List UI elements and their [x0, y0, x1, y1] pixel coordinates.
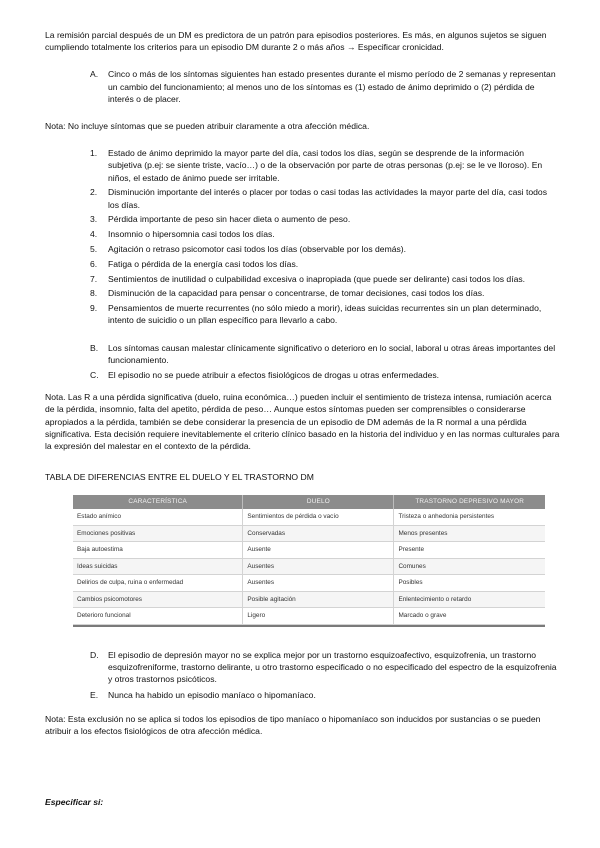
- symptom-text: Agitación o retraso psicomotor casi todos los días (observable por los demás).: [108, 244, 407, 255]
- table-row: [73, 591, 545, 608]
- symptom-number: 4.: [90, 229, 98, 240]
- symptom-text: Disminución importante del interés o placer por todas o casi todas las actividades la mayor parte del día, casi todos los días.: [108, 187, 547, 210]
- table-bottom-rule: [73, 625, 545, 627]
- symptom-item: [90, 273, 560, 285]
- criterion-a-text: Cinco o más de los síntomas siguientes han estado presentes durante el mismo período de 2 semanas y representan un cambio del funcionamiento; al menos uno de los síntomas es (1) estado de ánimo deprimido o (2) pérdida de interés o de placer.: [108, 69, 556, 104]
- table-header-row: [73, 495, 545, 509]
- header-duelo: DUELO: [243, 495, 394, 509]
- symptom-number: 5.: [90, 244, 98, 255]
- table-cell: Posibles: [394, 575, 545, 592]
- table-cell: Menos presentes: [394, 525, 545, 542]
- table-cell: Delirios de culpa, ruina o enfermedad: [73, 575, 243, 592]
- symptom-item: [90, 228, 560, 240]
- criteria-d-e: [45, 649, 560, 701]
- symptom-item: [90, 258, 560, 270]
- table-cell: Enlentecimiento o retardo: [394, 591, 545, 608]
- symptom-text: Pensamientos de muerte recurrentes (no sólo miedo a morir), ideas suicidas recurrentes sin un plan determinado, intento de suicidio o un pllan específico para llevarlo a cabo.: [108, 303, 542, 326]
- table-cell: Presente: [394, 542, 545, 559]
- criterion-c-label: C.: [90, 370, 99, 381]
- note-medical-condition: Nota: No incluye síntomas que se pueden atribuir claramente a otra afección médica.: [45, 121, 370, 132]
- symptom-item: [90, 186, 560, 210]
- symptom-item: [90, 302, 560, 326]
- symptom-number: 9.: [90, 303, 98, 314]
- criterion-a-label: A.: [90, 69, 99, 80]
- symptom-text: Estado de ánimo deprimido la mayor parte del día, casi todos los días, según se desprende de la información subjetiva (p.ej: se siente triste, vacío…) o de la observación por parte de otras personas (p.ej: se le ve lloroso). En niños, el estado de ánimo puede ser irritable.: [108, 148, 543, 183]
- differences-table-wrapper: [73, 495, 545, 627]
- symptom-item: [90, 213, 560, 225]
- criterion-b-text: Los síntomas causan malestar clínicamente significativo o deterioro en lo social, laboral u otras áreas importantes del funcionamiento.: [108, 342, 556, 365]
- symptom-text: Fatiga o pérdida de la energía casi todos los días.: [108, 258, 299, 269]
- criterion-b: [90, 342, 560, 366]
- symptom-item: [90, 243, 560, 255]
- header-tdm: TRASTORNO DEPRESIVO MAYOR: [394, 495, 545, 509]
- symptom-text: Pérdida importante de peso sin hacer dieta o aumento de peso.: [108, 214, 351, 225]
- table-cell: Ausentes: [243, 575, 394, 592]
- table-cell: Ausentes: [243, 558, 394, 575]
- symptom-number: 7.: [90, 273, 98, 284]
- symptom-list: [45, 147, 560, 326]
- criterion-c: [90, 369, 560, 381]
- criterion-e: [90, 689, 560, 701]
- criterion-d: [90, 649, 560, 686]
- note-grief: Nota. Las R a una pérdida significativa (duelo, ruina económica…) pueden incluir el sentimiento de tristeza intensa, rumiación acerca de la pérdida, insomnio, falta del apetito, pérdida de peso… Aunque estos síntomas pueden ser comprensibles o considerarse apropiados a la pérdida, también se debe considerar la presencia de un episodio de DM además de la R normal a una pérdida significativa. Esta decisión requiere inevitablemente el criterio clínico basado en la historia del individuo y en las normas culturales para la expresión del malestar en el contexto de la pérdida.: [45, 392, 560, 452]
- table-cell: Ausente: [243, 542, 394, 559]
- table-cell: Conservadas: [243, 525, 394, 542]
- table-cell: Cambios psicomotores: [73, 591, 243, 608]
- symptom-text: Insomnio o hipersomnia casi todos los días.: [108, 229, 275, 240]
- table-cell: Emociones positivas: [73, 525, 243, 542]
- criterion-a: [90, 68, 560, 105]
- symptom-number: 1.: [90, 148, 98, 159]
- table-title: TABLA DE DIFERENCIAS ENTRE EL DUELO Y EL TRASTORNO DM: [45, 472, 314, 483]
- table-row: [73, 558, 545, 575]
- document-page: [45, 29, 560, 737]
- table-row: [73, 525, 545, 542]
- symptom-item: [90, 287, 560, 299]
- criterion-d-text: El episodio de depresión mayor no se explica mejor por un trastorno esquizoafectivo, esquizofrenia, un trastorno esquizofreniforme, trastorno delirante, u otro trastorno especificado o no especificado del espectro de la esquizofrenia y otros trastornos psicóticos.: [108, 649, 557, 685]
- criterion-c-text: El episodio no se puede atribuir a efectos fisiológicos de drogas u otras enfermedades.: [108, 370, 440, 381]
- note-exclusion: Nota: Esta exclusión no se aplica si todos los episodios de tipo maníaco o hipomaníaco son inducidos por sustancias o se pueden atribuir a los efectos fisiológicos de otra afección médica.: [45, 713, 541, 736]
- table-cell: Ideas suicidas: [73, 558, 243, 575]
- symptom-item: [90, 147, 560, 184]
- table-row: [73, 575, 545, 592]
- header-caracteristica: CARACTERÍSTICA: [73, 495, 243, 509]
- table-cell: Deterioro funcional: [73, 608, 243, 625]
- table-cell: Ligero: [243, 608, 394, 625]
- table-cell: Posible agitación: [243, 591, 394, 608]
- criterion-e-text: Nunca ha habido un episodio maníaco o hipomaníaco.: [108, 689, 316, 700]
- symptom-number: 3.: [90, 214, 98, 225]
- symptom-number: 2.: [90, 187, 98, 198]
- table-cell: Marcado o grave: [394, 608, 545, 625]
- symptom-number: 6.: [90, 258, 98, 269]
- symptom-number: 8.: [90, 288, 98, 299]
- criterion-d-label: D.: [90, 649, 99, 660]
- symptom-text: Disminución de la capacidad para pensar o concentrarse, de tomar decisiones, casi todos los días.: [108, 288, 485, 299]
- table-row: [73, 509, 545, 525]
- differences-table: [73, 495, 545, 625]
- table-cell: Estado anímico: [73, 509, 243, 525]
- table-row: [73, 608, 545, 625]
- specify-heading: Especificar si:: [45, 797, 104, 807]
- criterion-b-label: B.: [90, 342, 99, 353]
- intro-paragraph: La remisión parcial después de un DM es predictora de un patrón para episodios posteriores. Es más, en algunos sujetos se siguen cumpliendo totalmente los criterios para un episodio DM durante 2 o más años → Especificar cronicidad.: [45, 30, 547, 53]
- table-cell: Tristeza o anhedonia persistentes: [394, 509, 545, 525]
- symptom-text: Sentimientos de inutilidad o culpabilidad excesiva o inapropiada (que puede ser delirante) casi todos los días.: [108, 273, 526, 284]
- table-row: [73, 542, 545, 559]
- table-cell: Sentimientos de pérdida o vacío: [243, 509, 394, 525]
- table-cell: Comunes: [394, 558, 545, 575]
- criteria-b-c: [45, 342, 560, 382]
- criterion-e-label: E.: [90, 689, 99, 700]
- table-cell: Baja autoestima: [73, 542, 243, 559]
